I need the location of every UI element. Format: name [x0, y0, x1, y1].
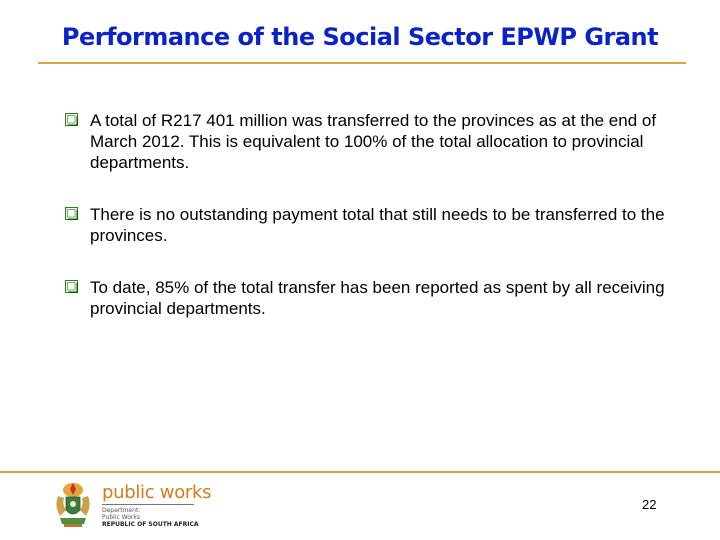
logo-department: Department: [102, 507, 141, 514]
checkbox-square-icon [65, 207, 78, 220]
bullet-item [70, 110, 670, 173]
checkbox-square-icon [65, 113, 78, 126]
page-number: 22 [642, 497, 657, 512]
bullet-list [70, 110, 670, 350]
checkbox-square-icon [65, 280, 78, 293]
footer-divider [0, 471, 720, 473]
bullet-text: To date, 85% of the total transfer has been reported as spent by all receiving provincial departments. [90, 278, 665, 318]
bullet-item [70, 277, 670, 319]
logo-department-name: Public Works [102, 514, 140, 521]
public-works-logo [102, 483, 211, 528]
bullet-text: There is no outstanding payment total that still needs to be transferred to the provinces. [90, 205, 665, 245]
bullet-item [70, 204, 670, 246]
coat-of-arms-icon [52, 480, 94, 528]
logo-country: REPUBLIC OF SOUTH AFRICA [102, 521, 199, 528]
logo-divider [102, 504, 194, 505]
bullet-text: A total of R217 401 million was transferred to the provinces as at the end of March 2012. This is equivalent to 100% of the total allocation to provincial departments. [90, 111, 657, 172]
slide-title: Performance of the Social Sector EPWP Grant [61, 23, 659, 51]
logo-brand: public works [102, 482, 212, 503]
title-underline [38, 62, 686, 64]
